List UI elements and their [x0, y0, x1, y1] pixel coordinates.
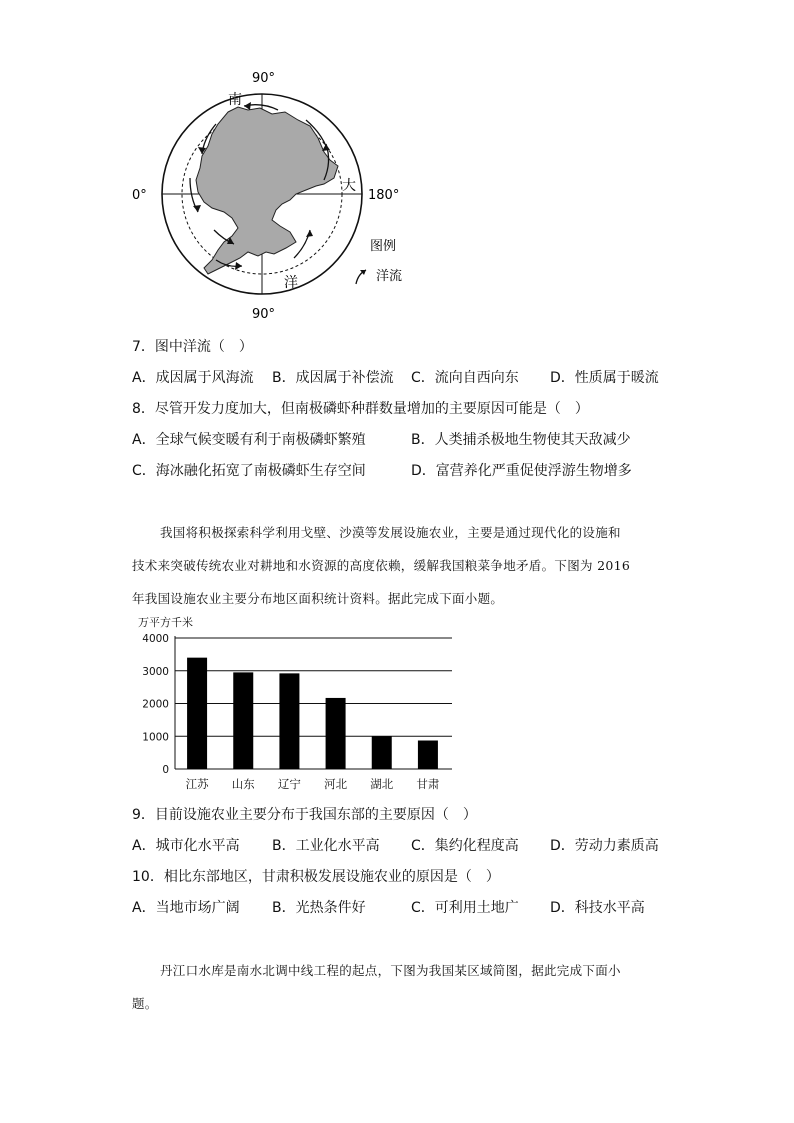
map-label-left: 0° [132, 188, 147, 203]
q7-option-b[interactable]: B．成因属于补偿流 [272, 370, 394, 386]
chart-bar [372, 736, 392, 769]
map-label-nan: 南 [228, 92, 242, 108]
legend-item: 洋流 [376, 269, 403, 284]
q10-option-a[interactable]: A．当地市场广阔 [132, 900, 240, 916]
chart-x-tick-label: 甘肃 [416, 777, 440, 791]
q7-option-a[interactable]: A．成因属于风海流 [132, 370, 254, 386]
q10-stem: 10．相比东部地区，甘肃积极发展设施农业的原因是（ ） [132, 869, 500, 885]
q10-option-d[interactable]: D．科技水平高 [550, 900, 645, 916]
map-label-bottom: 90° [252, 307, 276, 322]
chart-y-tick-label: 4000 [142, 633, 169, 645]
passage-facility-agriculture [132, 516, 672, 615]
passage2-line-2: 技术来突破传统农业对耕地和水资源的高度依赖，缓解我国粮菜争地矛盾。下图为 2016 [132, 558, 631, 573]
q9-option-a[interactable]: A．城市化水平高 [132, 838, 240, 854]
chart-bar [326, 698, 346, 769]
antarctic-current-map [120, 62, 420, 322]
map-label-right: 180° [368, 188, 400, 203]
chart-y-tick-label: 2000 [142, 698, 169, 711]
chart-y-axis-unit: 万平方千米 [138, 616, 193, 629]
q8-option-c[interactable]: C．海冰融化拓宽了南极磷虾生存空间 [132, 463, 366, 479]
q8-stem: 8．尽管开发力度加大，但南极磷虾种群数量增加的主要原因可能是（ ） [132, 401, 589, 417]
chart-y-tick-label: 1000 [142, 731, 169, 744]
q8-option-b[interactable]: B．人类捕杀极地生物使其天敌减少 [411, 432, 631, 448]
chart-x-tick-label: 湖北 [370, 777, 394, 791]
passage-danjiangkou [132, 954, 672, 1020]
passage3-line-1: 丹江口水库是南水北调中线工程的起点，下图为我国某区域简图，据此完成下面小 [160, 963, 621, 978]
q9-stem: 9．目前设施农业主要分布于我国东部的主要原因（ ） [132, 807, 477, 823]
chart-x-tick-label: 河北 [324, 777, 348, 791]
q9-option-b[interactable]: B．工业化水平高 [272, 838, 380, 854]
q9-option-c[interactable]: C．集约化程度高 [411, 838, 519, 854]
legend-title: 图例 [370, 239, 397, 254]
chart-x-tick-label: 山东 [231, 777, 255, 791]
chart-x-tick-label: 江苏 [185, 777, 209, 791]
facility-agriculture-bar-chart [130, 612, 470, 797]
map-label-top: 90° [252, 71, 276, 86]
chart-bar [187, 658, 207, 769]
antarctica-landmass [196, 107, 338, 274]
q7-option-c[interactable]: C．流向自西向东 [411, 370, 519, 386]
q7-option-d[interactable]: D．性质属于暖流 [550, 370, 659, 386]
passage2-line-1: 我国将积极探索科学利用戈壁、沙漠等发展设施农业，主要是通过现代化的设施和 [160, 525, 621, 540]
map-label-da: 大 [342, 178, 356, 194]
passage2-line-3: 年我国设施农业主要分布地区面积统计资料。据此完成下面小题。 [132, 591, 504, 606]
q10-option-c[interactable]: C．可利用土地广 [411, 900, 519, 916]
map-label-yang: 洋 [284, 275, 298, 291]
q9-option-d[interactable]: D．劳动力素质高 [550, 838, 659, 854]
passage3-line-2: 题。 [132, 996, 158, 1011]
q7-stem: 7．图中洋流（ ） [132, 339, 253, 355]
q8-option-d[interactable]: D．富营养化严重促使浮游生物增多 [411, 463, 632, 479]
chart-bar [418, 741, 438, 769]
q10-option-b[interactable]: B．光热条件好 [272, 900, 366, 916]
chart-y-tick-label: 0 [162, 764, 169, 776]
q8-option-a[interactable]: A．全球气候变暖有利于南极磷虾繁殖 [132, 432, 366, 448]
chart-y-tick-label: 3000 [142, 665, 169, 678]
chart-bar [279, 673, 299, 769]
chart-x-tick-label: 辽宁 [277, 777, 301, 791]
chart-bar [233, 672, 253, 769]
